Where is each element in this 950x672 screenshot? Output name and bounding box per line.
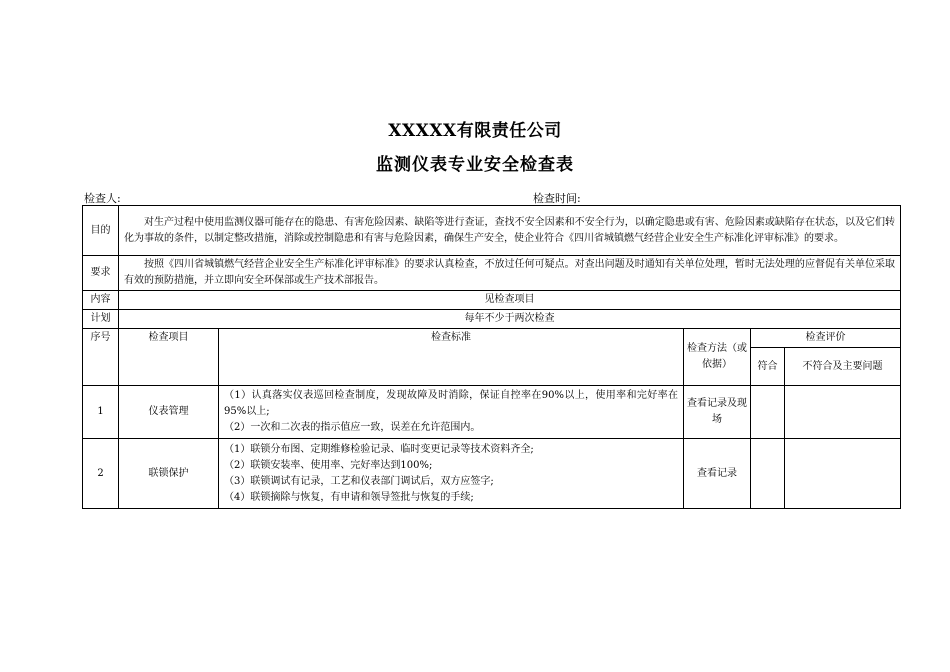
row-nonconform-cell[interactable]: [785, 386, 901, 439]
standard-line: （2）联锁安装率、使用率、完好率达到100%;: [224, 459, 433, 471]
inspection-time-label: 检查时间:: [533, 192, 581, 205]
row-standard: [219, 439, 684, 509]
standard-line: （1）认真落实仪表巡回检查制度，发现故障及时消除，保证自控率在90%以上，使用率和完好率在95%以上;: [224, 390, 678, 417]
row-nonconform-cell[interactable]: [785, 439, 901, 509]
requirement-text: 按照《四川省城镇燃气经营企业安全生产标准化评审标准》的要求认真检查，不放过任何可疑点。对查出问题及时通知有关单位处理，暂时无法处理的应督促有关单位采取有效的预防措施，并立即向安全环保部或生产技术部报告。: [119, 256, 901, 291]
standard-line: （3）联锁调试有记录，工艺和仪表部门调试后，双方应签字;: [224, 475, 494, 487]
header-conform: 符合: [751, 348, 785, 386]
table-row: [83, 386, 901, 439]
purpose-row: [83, 206, 901, 256]
content-row: [83, 291, 901, 310]
header-item: 检查项目: [119, 329, 219, 386]
standard-line: （4）联锁摘除与恢复，有申请和领导签批与恢复的手续;: [224, 491, 474, 503]
header-evaluation: 检查评价: [751, 329, 901, 348]
row-seq: 1: [83, 386, 119, 439]
plan-text: 每年不少于两次检查: [119, 310, 901, 329]
content-text: 见检查项目: [119, 291, 901, 310]
plan-row: [83, 310, 901, 329]
inspection-table: [82, 205, 901, 509]
purpose-label: 目的: [83, 206, 119, 256]
plan-label: 计划: [83, 310, 119, 329]
header-method: 检查方法（或依据）: [684, 329, 751, 386]
form-title: 监测仪表专业安全检查表: [376, 155, 574, 175]
row-seq: 2: [83, 439, 119, 509]
header-seq: 序号: [83, 329, 119, 386]
row-method: 查看记录: [684, 439, 751, 509]
row-item: 联锁保护: [119, 439, 219, 509]
row-item: 仪表管理: [119, 386, 219, 439]
inspector-label: 检查人:: [84, 192, 121, 205]
header-row: [83, 329, 901, 348]
header-standard: 检查标准: [219, 329, 684, 386]
company-name: XXXXX有限责任公司: [388, 121, 562, 141]
header-nonconform: 不符合及主要问题: [785, 348, 901, 386]
row-standard: [219, 386, 684, 439]
requirement-label: 要求: [83, 256, 119, 291]
table-row: [83, 439, 901, 509]
requirement-row: [83, 256, 901, 291]
standard-line: （1）联锁分布图、定期维修检验记录、临时变更记录等技术资料齐全;: [224, 443, 534, 455]
content-label: 内容: [83, 291, 119, 310]
standard-line: （2）一次和二次表的指示值应一致，误差在允许范围内。: [224, 422, 481, 433]
row-conform-cell[interactable]: [751, 439, 785, 509]
purpose-text: 对生产过程中使用监测仪器可能存在的隐患、有害危险因素、缺陷等进行查证，查找不安全因素和不安全行为，以确定隐患或有害、危险因素或缺陷存在状态，以及它们转化为事故的条件，以制定整改措施，消除或控制隐患和有害与危险因素，确保生产安全，使企业符合《四川省城镇燃气经营企业安全生产标准化评审标准》的要求。: [119, 206, 901, 256]
row-method: 查看记录及现场: [684, 386, 751, 439]
row-conform-cell[interactable]: [751, 386, 785, 439]
